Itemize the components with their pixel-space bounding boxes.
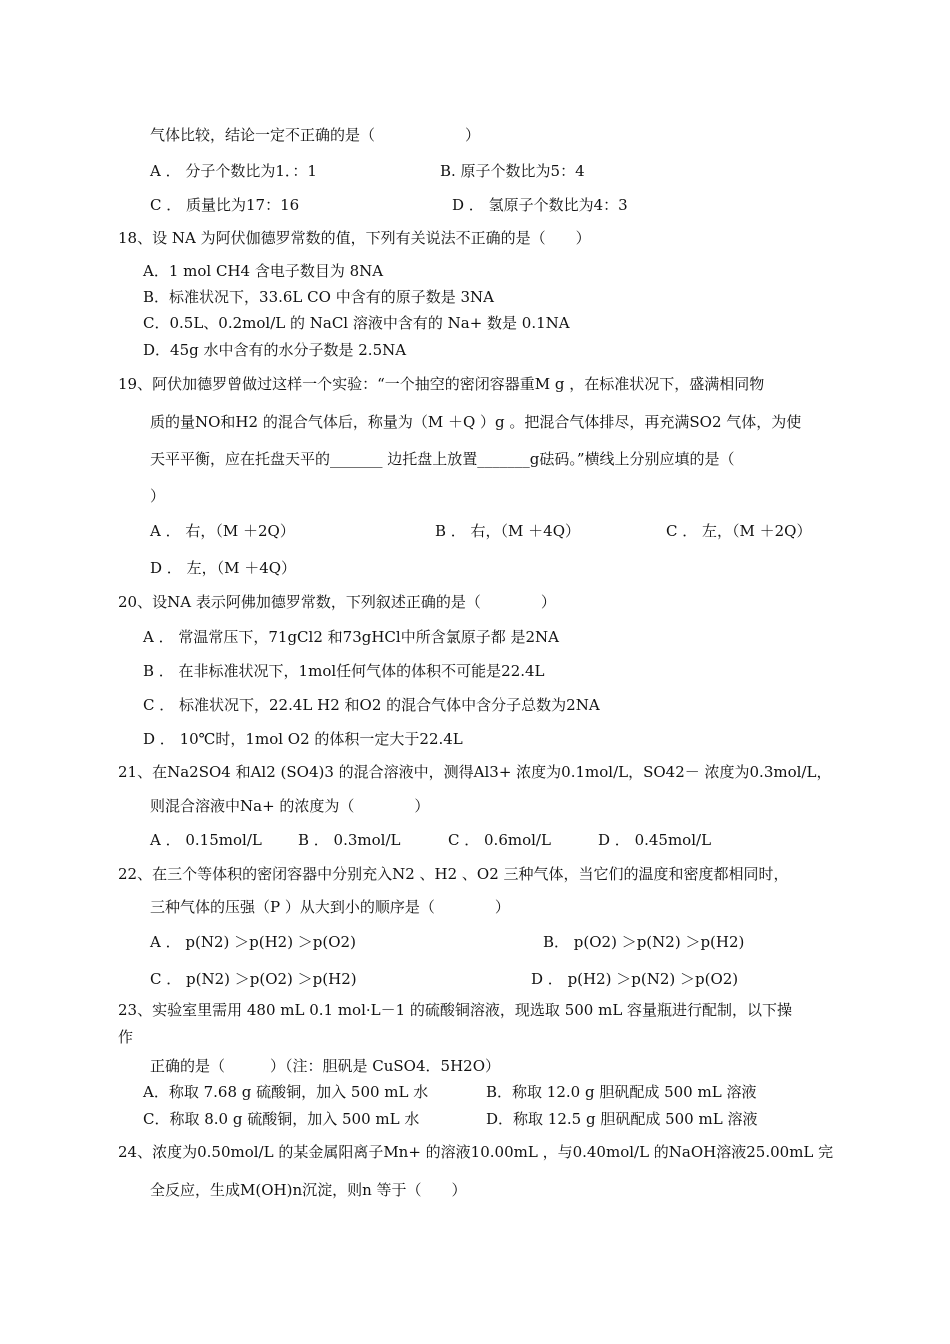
q24-stem-2: 全反应，生成M(OH)n沉淀，则n 等于（ ） <box>150 1181 467 1199</box>
q21-option-a: A ． 0.15mol/L <box>150 831 262 849</box>
q17-option-c: C ． 质量比为17：16 <box>150 196 300 214</box>
q23-stem-2: 作 <box>118 1028 134 1046</box>
q19-stem-4: ） <box>150 487 166 505</box>
q21-stem-2: 则混合溶液中Na+ 的浓度为（ ） <box>150 797 430 815</box>
q22-option-d: D ． p(H2) ＞p(N2) ＞p(O2) <box>531 970 739 988</box>
q17-stem-end: 气体比较，结论一定不正确的是（ ） <box>150 126 481 144</box>
q21-option-c: C ． 0.6mol/L <box>448 831 551 849</box>
q22-option-a: A ． p(N2) ＞p(H2) ＞p(O2) <box>150 933 356 951</box>
q20-option-b: B ． 在非标准状况下，1mol任何气体的体积不可能是22.4L <box>143 662 545 680</box>
q19-stem-2: 质的量NO和H2 的混合气体后，称量为（M ＋Q ）g 。把混合气体排尽，再充满SO2 气体，为使 <box>150 413 802 431</box>
q20-option-a: A ． 常温常压下，71gCl2 和73gHCl中所含氯原子都 是2NA <box>143 628 559 646</box>
q19-option-d: D ． 左，（M ＋4Q） <box>150 559 297 577</box>
q23-stem-1: 23、实验室里需用 480 mL 0.1 mol·L－1 的硫酸铜溶液，现选取 500 mL 容量瓶进行配制，以下操 <box>118 1001 793 1019</box>
q20-stem: 20、设NA 表示阿佛加德罗常数，下列叙述正确的是（ ） <box>118 593 556 611</box>
q20-option-c: C ． 标准状况下，22.4L H2 和O2 的混合气体中含分子总数为2NA <box>143 696 600 714</box>
q21-option-b: B ． 0.3mol/L <box>298 831 401 849</box>
q19-stem-1: 19、阿伏加德罗曾做过这样一个实验：“一个抽空的密闭容器重M g ，在标准状况下，盛满相同物 <box>118 375 765 393</box>
q22-stem-1: 22、在三个等体积的密闭容器中分别充入N2 、H2 、O2 三种气体，当它们的温度和密度都相同时， <box>118 865 789 883</box>
q23-stem-3: 正确的是（ ）（注：胆矾是 CuSO4．5H2O） <box>150 1057 500 1075</box>
q24-stem-1: 24、浓度为0.50mol/L 的某金属阳离子Mn+ 的溶液10.00mL ，与0.40mol/L 的NaOH溶液25.00mL 完 <box>118 1143 834 1161</box>
q17-option-a: A ． 分子个数比为1．：1 <box>150 162 317 180</box>
q18-option-b: B．标准状况下，33.6L CO 中含有的原子数是 3NA <box>143 288 494 306</box>
q20-option-d: D ． 10℃时，1mol O2 的体积一定大于22.4L <box>143 730 463 748</box>
q17-option-d: D ． 氢原子个数比为4：3 <box>452 196 628 214</box>
q19-option-a: A ． 右，（M ＋2Q） <box>150 522 295 540</box>
q22-stem-2: 三种气体的压强（P ）从大到小的顺序是（ ） <box>150 898 510 916</box>
q21-stem-1: 21、在Na2SO4 和Al2 (SO4)3 的混合溶液中，测得Al3+ 浓度为0.1mol/L，SO42－ 浓度为0.3mol/L， <box>118 763 832 781</box>
q19-option-c: C ． 左，（M ＋2Q） <box>666 522 812 540</box>
q23-option-b: B．称取 12.0 g 胆矾配成 500 mL 溶液 <box>486 1083 757 1101</box>
q21-option-d: D ． 0.45mol/L <box>598 831 712 849</box>
q22-option-b: B． p(O2) ＞p(N2) ＞p(H2) <box>543 933 745 951</box>
q19-stem-3: 天平平衡，应在托盘天平的_______ 边托盘上放置_______g砝码。”横线上分别应填的是（ <box>150 450 735 468</box>
q18-option-d: D．45g 水中含有的水分子数是 2.5NA <box>143 341 407 359</box>
q23-option-a: A．称取 7.68 g 硫酸铜，加入 500 mL 水 <box>143 1083 429 1101</box>
q23-option-c: C．称取 8.0 g 硫酸铜，加入 500 mL 水 <box>143 1110 420 1128</box>
q17-option-b: B. 原子个数比为5：4 <box>440 162 585 180</box>
q23-option-d: D．称取 12.5 g 胆矾配成 500 mL 溶液 <box>486 1110 758 1128</box>
q18-option-a: A．1 mol CH4 含电子数目为 8NA <box>143 262 384 280</box>
q22-option-c: C ． p(N2) ＞p(O2) ＞p(H2) <box>150 970 357 988</box>
q18-option-c: C．0.5L、0.2mol/L 的 NaCl 溶液中含有的 Na+ 数是 0.1NA <box>143 314 570 332</box>
q18-stem: 18、设 NA 为阿伏伽德罗常数的值，下列有关说法不正确的是（ ） <box>118 229 591 247</box>
q19-option-b: B ． 右，（M ＋4Q） <box>435 522 581 540</box>
